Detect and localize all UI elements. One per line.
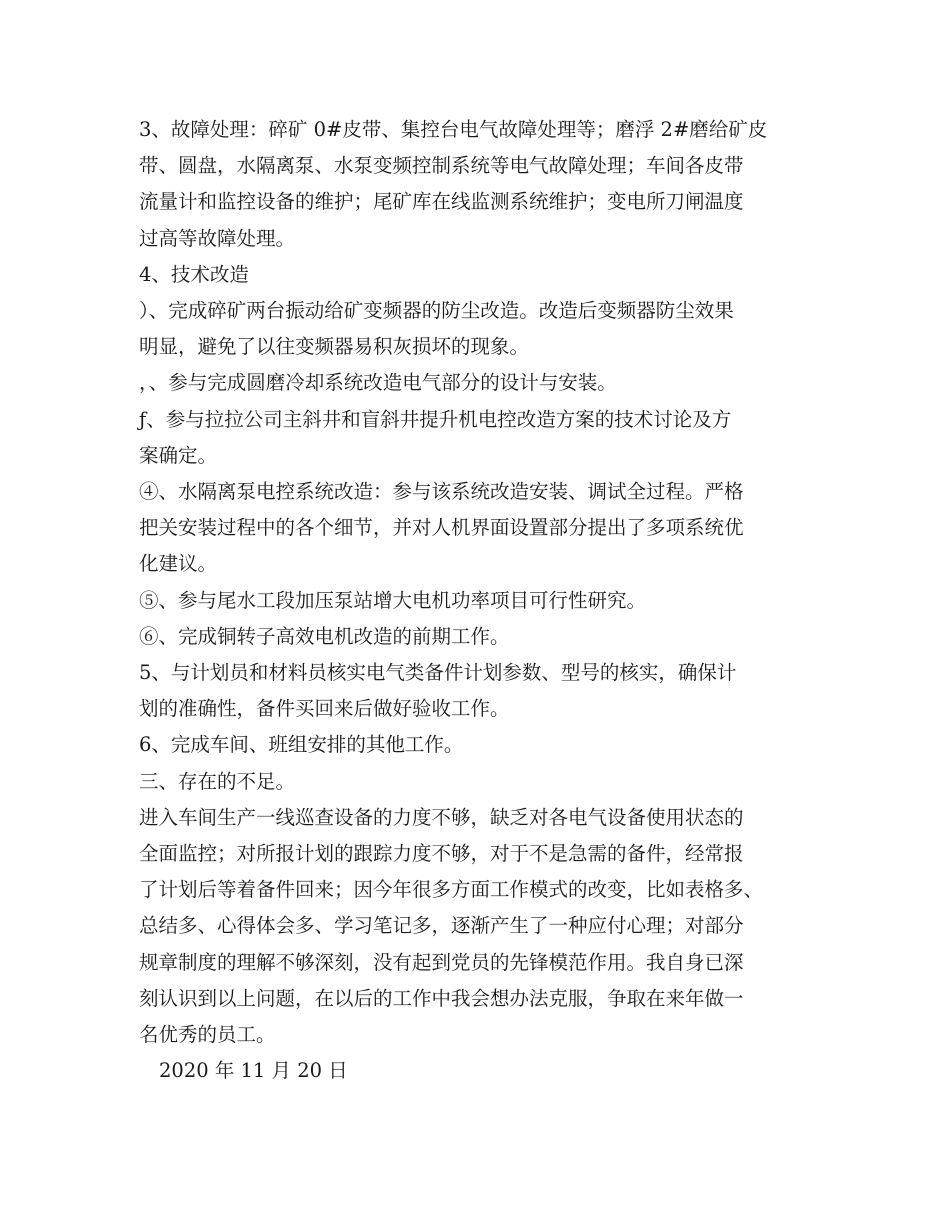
text-line: 流量计和监控设备的维护；尾矿库在线监测系统维护；变电所刀闸温度: [139, 190, 744, 214]
section-heading: 三、存在的不足。: [139, 769, 296, 793]
text-line: 案确定。: [139, 443, 218, 467]
text-line: ƒ、参与拉拉公司主斜井和盲斜井提升机电控改造方案的技术讨论及方: [139, 407, 732, 431]
text-line: 化建议。: [139, 552, 218, 576]
text-line: ⑤、参与尾水工段加压泵站增大电机功率项目可行性研究。: [139, 588, 647, 612]
text-line: ）、完成碎矿两台振动给矿变频器的防尘改造。改造后变频器防尘效果: [139, 299, 734, 323]
text-line: 了计划后等着备件回来；因今年很多方面工作模式的改变，比如表格多、: [139, 878, 764, 902]
text-line: ④、水隔离泵电控系统改造：参与该系统改造安装、调试全过程。严格: [139, 480, 744, 504]
text-line: 带、圆盘，水隔离泵、水泵变频控制系统等电气故障处理；车间各皮带: [139, 154, 744, 178]
text-line: 刻认识到以上问题，在以后的工作中我会想办法克服，争取在来年做一: [139, 986, 744, 1010]
text-line: 名优秀的员工。: [139, 1023, 276, 1047]
text-line: 3、故障处理：碎矿 0#皮带、集控台电气故障处理等；磨浮 2#磨给矿皮: [139, 118, 768, 141]
text-line: ⑥、完成铜转子高效电机改造的前期工作。: [139, 624, 510, 648]
text-line: 明显，避免了以往变频器易积灰损坏的现象。: [139, 335, 530, 359]
text-line: ，、参与完成圆磨冷却系统改造电气部分的设计与安装。: [139, 371, 617, 395]
document-body: [139, 112, 819, 1089]
text-line: 全面监控；对所报计划的跟踪力度不够，对于不是急需的备件，经常报: [139, 842, 744, 866]
text-line: 规章制度的理解不够深刻，没有起到党员的先锋模范作用。我自身已深: [139, 950, 744, 974]
text-line: 把关安装过程中的各个细节，并对人机界面设置部分提出了多项系统优: [139, 516, 744, 540]
section-heading: 4、技术改造: [139, 262, 249, 286]
document-date: 2020 年 11 月 20 日: [159, 1059, 348, 1083]
text-line: 划的准确性，备件买回来后做好验收工作。: [139, 697, 510, 721]
text-line: 5、与计划员和材料员核实电气类备件计划参数、型号的核实，确保计: [139, 661, 737, 685]
text-line: 进入车间生产一线巡查设备的力度不够，缺乏对各电气设备使用状态的: [139, 805, 744, 829]
text-line: 总结多、心得体会多、学习笔记多，逐渐产生了一种应付心理；对部分: [139, 914, 744, 938]
text-line: 过高等故障处理。: [139, 226, 296, 250]
text-line: 6、完成车间、班组安排的其他工作。: [139, 733, 464, 757]
